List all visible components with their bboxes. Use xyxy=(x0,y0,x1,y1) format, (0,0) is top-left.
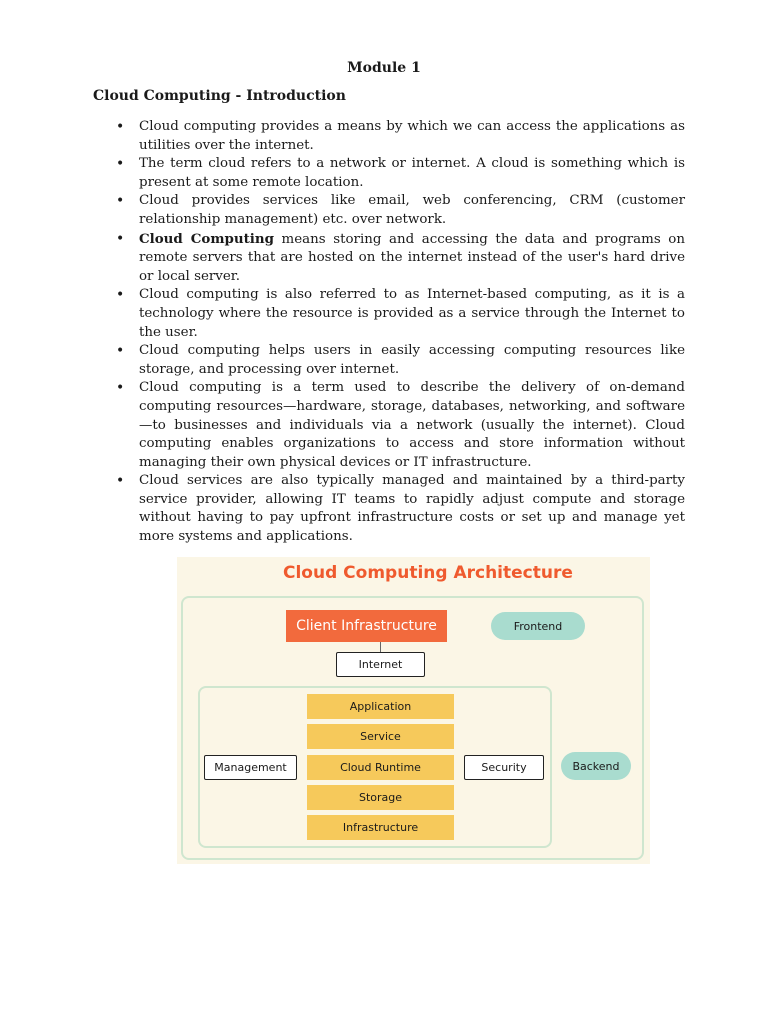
backend-label: Backend xyxy=(561,752,631,780)
bullet-item xyxy=(139,118,685,155)
bullet-item xyxy=(139,342,685,379)
bullet-text: Cloud computing helps users in easily accessing computing resources like storage, and processing over internet. xyxy=(139,343,685,377)
backend-stack xyxy=(307,694,454,845)
management-box: Management xyxy=(204,755,297,780)
frontend-label: Frontend xyxy=(491,612,585,640)
bullet-text: Cloud services are also typically managed and maintained by a third-party service provider, allowing IT teams to rapidly adjust compute and storage without having to pay upfront infrastructure costs or set up and manage yet more systems and applications. xyxy=(139,473,685,545)
bullet-item xyxy=(139,155,685,192)
bullet-text: The term cloud refers to a network or internet. A cloud is something which is present at some remote location. xyxy=(139,156,685,190)
bullet-item xyxy=(139,192,685,229)
bullet-text: Cloud computing is also referred to as Internet-based computing, as it is a technology where the resource is provided as a service through the Internet to the user. xyxy=(139,287,685,340)
stack-layer-application: Application xyxy=(307,694,454,719)
connector-line xyxy=(380,642,381,652)
bullet-list xyxy=(139,118,685,547)
bullet-item xyxy=(139,472,685,546)
bullet-text: Cloud computing provides a means by which we can access the applications as utilities over the internet. xyxy=(139,119,685,153)
bullet-item xyxy=(139,379,685,472)
client-infrastructure-box: Client Infrastructure xyxy=(286,610,447,642)
architecture-diagram xyxy=(177,557,650,864)
bullet-bold-term: Cloud Computing xyxy=(139,230,274,247)
stack-layer-storage: Storage xyxy=(307,785,454,810)
bullet-text: Cloud computing is a term used to describe the delivery of on-demand computing resources—hardware, storage, databases, networking, and software—to businesses and individuals via a network (usually the internet). Cloud computing enables organizations to access and store information without managing their own physical devices or IT infrastructure. xyxy=(139,380,685,470)
bullet-item xyxy=(139,286,685,342)
bullet-text: means storing and accessing the data and programs on remote servers that are hosted on the internet instead of the user's hard drive or local server. xyxy=(139,231,685,284)
bullet-item xyxy=(139,230,685,287)
module-title: Module 1 xyxy=(347,60,421,76)
security-box: Security xyxy=(464,755,544,780)
internet-box: Internet xyxy=(336,652,425,677)
bullet-text: Cloud provides services like email, web conferencing, CRM (customer relationship management) etc. over network. xyxy=(139,193,685,227)
stack-layer-service: Service xyxy=(307,724,454,749)
stack-layer-infrastructure: Infrastructure xyxy=(307,815,454,840)
section-title: Cloud Computing - Introduction xyxy=(93,88,346,104)
stack-layer-cloud-runtime: Cloud Runtime xyxy=(307,755,454,780)
diagram-title: Cloud Computing Architecture xyxy=(283,563,573,583)
